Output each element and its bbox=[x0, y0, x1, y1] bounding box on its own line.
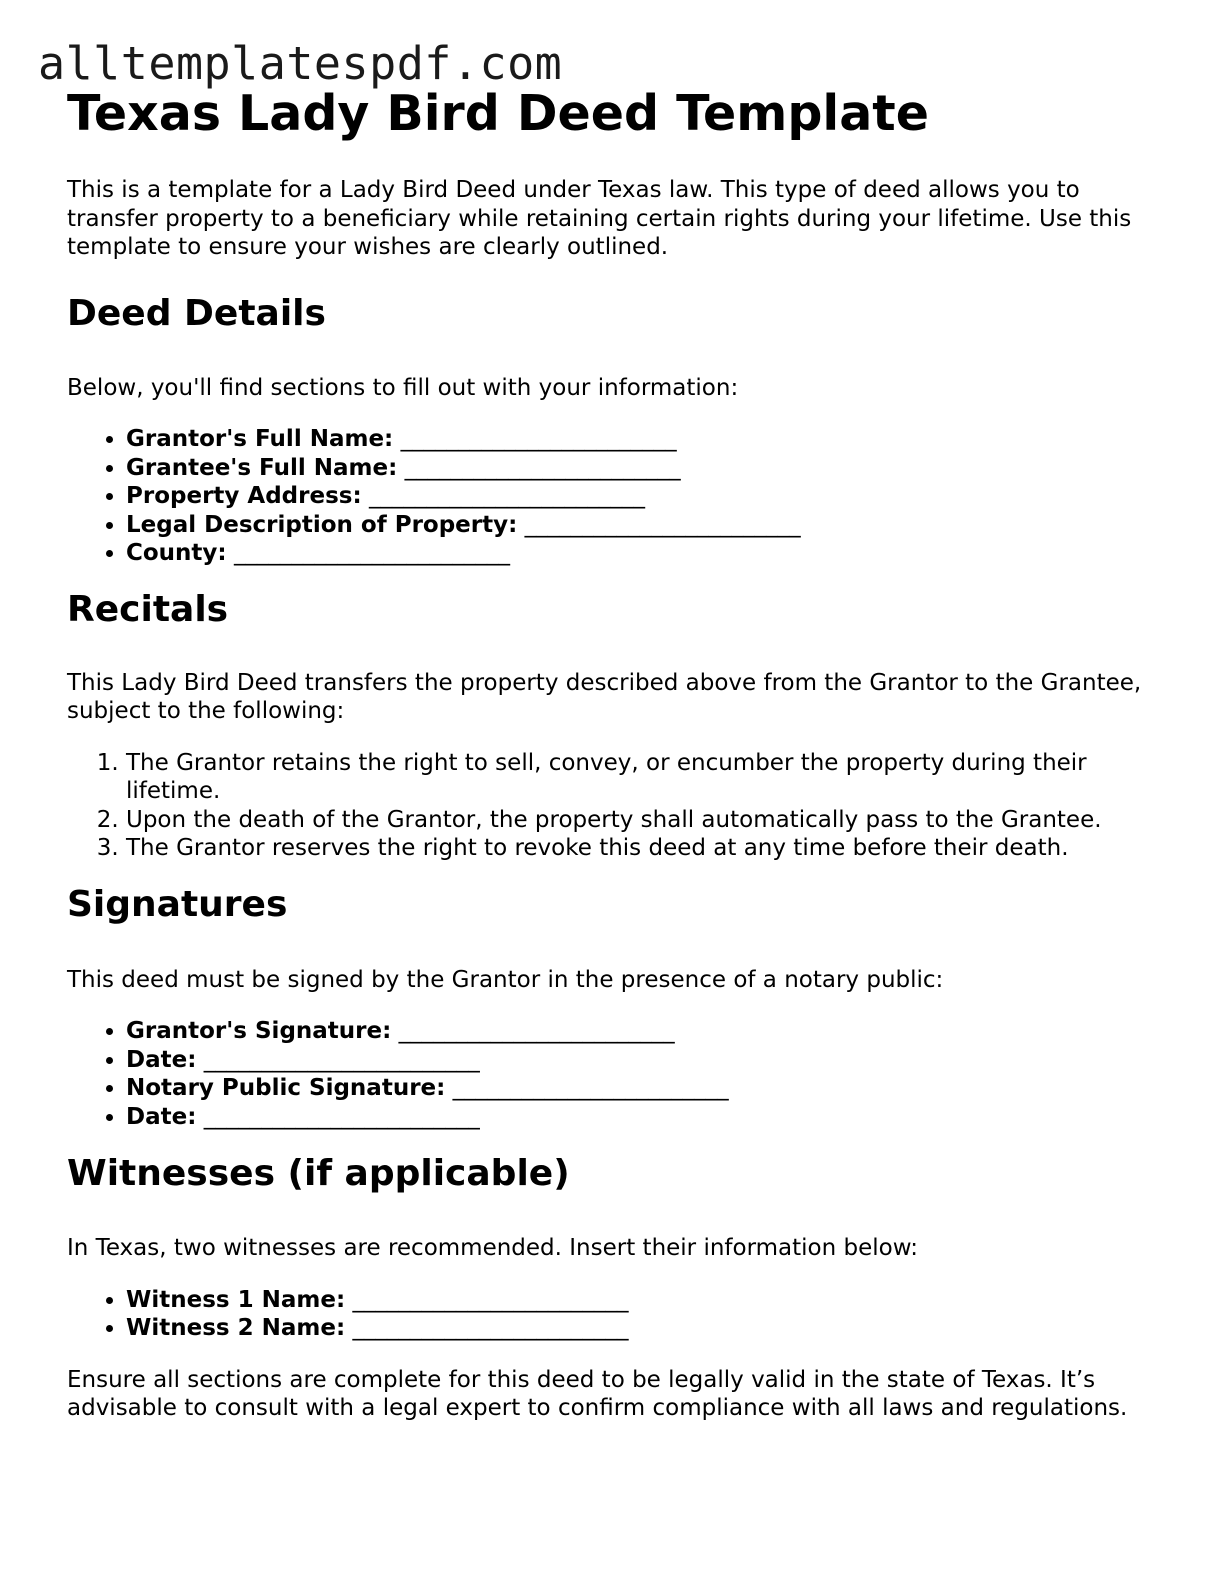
deed-details-list bbox=[67, 425, 1167, 568]
field-label: Notary Public Signature: bbox=[126, 1075, 446, 1101]
fill-blank[interactable]: ________________________ bbox=[404, 454, 681, 481]
deed-details-heading: Deed Details bbox=[67, 292, 326, 334]
signatures-paragraph: This deed must be signed by the Grantor in the presence of a notary public: bbox=[67, 966, 944, 993]
signatures-heading: Signatures bbox=[67, 883, 288, 925]
field-label: Grantee's Full Name: bbox=[126, 454, 398, 481]
field-label: Grantor's Signature: bbox=[126, 1018, 392, 1044]
field-label: County: bbox=[126, 540, 227, 566]
fill-blank[interactable]: ________________________ bbox=[398, 1018, 675, 1044]
witnesses-heading: Witnesses (if applicable) bbox=[67, 1153, 570, 1194]
field-label: Date: bbox=[126, 1046, 197, 1073]
list-item bbox=[126, 1103, 1167, 1132]
list-item bbox=[126, 1314, 1167, 1343]
field-label: Legal Description of Property: bbox=[126, 511, 518, 538]
page-title: Texas Lady Bird Deed Template bbox=[67, 85, 929, 142]
field-label: Witness 1 Name: bbox=[126, 1286, 346, 1313]
field-label: Grantor's Full Name: bbox=[126, 426, 394, 452]
deed-details-instructions: Below, you'll find sections to fill out with your information: bbox=[67, 374, 739, 401]
list-item: 2. Upon the death of the Grantor, the property shall automatically pass to the Grantee. bbox=[126, 806, 1167, 835]
fill-blank[interactable]: ________________________ bbox=[400, 426, 677, 452]
field-label: Date: bbox=[126, 1103, 197, 1130]
fill-blank[interactable]: ________________________ bbox=[452, 1075, 729, 1101]
list-item bbox=[126, 1286, 1167, 1315]
fill-blank[interactable]: ________________________ bbox=[203, 1046, 480, 1073]
field-label: Property Address: bbox=[126, 483, 362, 509]
witnesses-list bbox=[67, 1286, 1167, 1343]
fill-blank[interactable]: ________________________ bbox=[524, 511, 801, 538]
fill-blank[interactable]: ________________________ bbox=[203, 1103, 480, 1130]
fill-blank[interactable]: ________________________ bbox=[352, 1315, 629, 1341]
field-label: Witness 2 Name: bbox=[126, 1315, 346, 1341]
closing-paragraph: Ensure all sections are complete for this deed to be legally valid in the state of Texas. It’s advisable to consult with a legal expert to confirm compliance with all laws and regulations. bbox=[67, 1366, 1128, 1421]
list-item bbox=[126, 482, 1167, 511]
watermark: alltemplatespdf.com bbox=[38, 37, 563, 90]
witnesses-paragraph: In Texas, two witnesses are recommended. Insert their information below: bbox=[67, 1235, 919, 1261]
list-item bbox=[126, 1074, 1167, 1103]
fill-blank[interactable]: ________________________ bbox=[352, 1286, 629, 1313]
recitals-heading: Recitals bbox=[67, 588, 229, 630]
list-item bbox=[126, 1046, 1167, 1075]
fill-blank[interactable]: ________________________ bbox=[233, 540, 510, 566]
signatures-list bbox=[67, 1017, 1167, 1131]
recitals-list bbox=[67, 749, 1167, 863]
intro-paragraph: This is a template for a Lady Bird Deed under Texas law. This type of deed allows you to transfer property to a beneficiary while retaining certain rights during your lifetime. Use this template to ensure your wishes are clearly outlined. bbox=[67, 177, 1132, 260]
list-item bbox=[126, 539, 1167, 568]
document-body bbox=[67, 84, 1167, 1423]
list-item bbox=[126, 1017, 1167, 1046]
list-item: 3. The Grantor reserves the right to revoke this deed at any time before their death. bbox=[126, 834, 1167, 863]
fill-blank[interactable]: ________________________ bbox=[368, 483, 645, 509]
recitals-paragraph: This Lady Bird Deed transfers the property described above from the Grantor to the Grantee, subject to the following: bbox=[67, 669, 1142, 724]
list-item bbox=[126, 425, 1167, 454]
list-item bbox=[126, 454, 1167, 483]
list-item: 1. The Grantor retains the right to sell, convey, or encumber the property during their lifetime. bbox=[126, 749, 1167, 806]
list-item bbox=[126, 511, 1167, 540]
